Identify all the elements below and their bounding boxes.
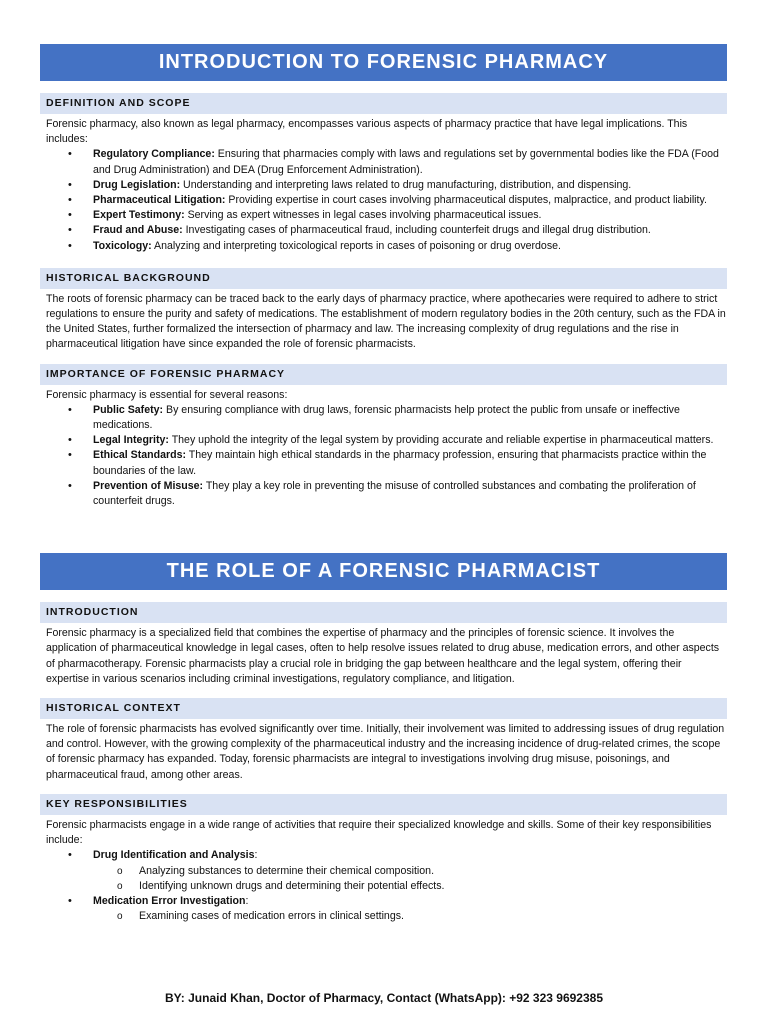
list-item: • Legal Integrity: They uphold the integrity of the legal system by providing accurate and reliable expertise in pharmaceutical matters. bbox=[93, 433, 727, 448]
list-item: • Regulatory Compliance: Ensuring that pharmacies comply with laws and regulations set by governmental bodies like the FDA (Food and Drug Administration) and DEA (Drug Enforcement Administration). bbox=[93, 147, 727, 177]
sub-list-item: o Analyzing substances to determine their chemical composition. bbox=[139, 864, 727, 879]
introduction-heading: INTRODUCTION bbox=[40, 602, 727, 623]
list-item: • Fraud and Abuse: Investigating cases of pharmaceutical fraud, including counterfeit drugs and illegal drug distribution. bbox=[93, 223, 727, 238]
list-item: • Toxicology: Analyzing and interpreting toxicological reports in cases of poisoning or drug overdose. bbox=[93, 239, 727, 254]
list-item: • Public Safety: By ensuring compliance with drug laws, forensic pharmacists help protect the public from unsafe or ineffective medications. bbox=[93, 403, 727, 433]
list-item: • Ethical Standards: They maintain high ethical standards in the pharmacy profession, ensuring that pharmacists practice within the boundaries of the law. bbox=[93, 448, 727, 478]
responsibilities-intro: Forensic pharmacists engage in a wide range of activities that require their specialized knowledge and skills. Some of their key responsibilities include: bbox=[46, 818, 712, 847]
introduction-text: Forensic pharmacy is a specialized field that combines the expertise of pharmacy and the principles of forensic science. It involves the application of pharmaceutical knowledge in legal cases, often to help resolve issues related to drug abuse, medication errors, and other aspects of pharmacotherapy. Forensic pharmacists play a crucial role in bridging the gap between healthcare and the legal system, offering their expertise in various scenarios including criminal investigations, regulatory compliance, and litigation. bbox=[46, 627, 720, 685]
definition-heading: DEFINITION AND SCOPE bbox=[40, 93, 727, 114]
author-footer: BY: Junaid Khan, Doctor of Pharmacy, Contact (WhatsApp): +92 323 9692385 bbox=[165, 991, 603, 1005]
importance-heading: IMPORTANCE OF FORENSIC PHARMACY bbox=[40, 364, 727, 385]
section-title-banner: INTRODUCTION TO FORENSIC PHARMACY bbox=[40, 44, 727, 81]
definition-list bbox=[40, 147, 727, 253]
sub-list-item: o Examining cases of medication errors in clinical settings. bbox=[139, 909, 727, 924]
list-item: • Expert Testimony: Serving as expert witnesses in legal cases involving pharmaceutical issues. bbox=[93, 208, 727, 223]
list-item: • Drug Legislation: Understanding and interpreting laws related to drug manufacturing, distribution, and dispensing. bbox=[93, 178, 727, 193]
section-title-banner: THE ROLE OF A FORENSIC PHARMACIST bbox=[40, 553, 727, 590]
context-heading: HISTORICAL CONTEXT bbox=[40, 698, 727, 719]
importance-intro: Forensic pharmacy is essential for several reasons: bbox=[46, 388, 288, 401]
list-item: • Pharmaceutical Litigation: Providing expertise in court cases involving pharmaceutical disputes, malpractice, and product liability. bbox=[93, 193, 727, 208]
definition-intro: Forensic pharmacy, also known as legal pharmacy, encompasses various aspects of pharmacy practice that have legal implications. This includes: bbox=[46, 118, 688, 146]
list-item: • Medication Error Investigation: o Examining cases of medication errors in clinical settings. bbox=[93, 894, 727, 924]
history-heading: HISTORICAL BACKGROUND bbox=[40, 268, 727, 289]
sub-list-item: o Identifying unknown drugs and determining their potential effects. bbox=[139, 879, 727, 894]
history-text: The roots of forensic pharmacy can be traced back to the early days of pharmacy practice, where apothecaries were required to adhere to strict regulations to ensure the purity and safety of medications. The establishment of modern regulatory bodies in the 20th century, such as the FDA in the United States, further formalized the intersection of pharmacy and law. The increasing complexity of drug regulations and the rise in pharmaceutical litigation have since expanded the role of forensic pharmacists. bbox=[46, 292, 726, 351]
importance-list bbox=[40, 403, 727, 509]
list-item: • Drug Identification and Analysis: o Analyzing substances to determine their chemical composition. o Identifying unknown drugs and determining their potential effects. bbox=[93, 848, 727, 894]
responsibilities-list bbox=[40, 848, 727, 924]
context-text: The role of forensic pharmacists has evolved significantly over time. Initially, their involvement was limited to addressing issues of drug regulation and control. However, with the growing complexity of the pharmaceutical industry and the increasing incidence of drug-related crimes, the scope of forensic pharmacy has expanded. Today, forensic pharmacists are integral to investigations involving drug misuse, poisonings, and pharmaceutical fraud, among other areas. bbox=[46, 723, 725, 781]
sub-list bbox=[93, 909, 727, 924]
document-page bbox=[40, 44, 727, 924]
list-item: • Prevention of Misuse: They play a key role in preventing the misuse of controlled substances and combating the proliferation of counterfeit drugs. bbox=[93, 479, 727, 509]
sub-list bbox=[93, 864, 727, 894]
responsibilities-heading: KEY RESPONSIBILITIES bbox=[40, 794, 727, 815]
